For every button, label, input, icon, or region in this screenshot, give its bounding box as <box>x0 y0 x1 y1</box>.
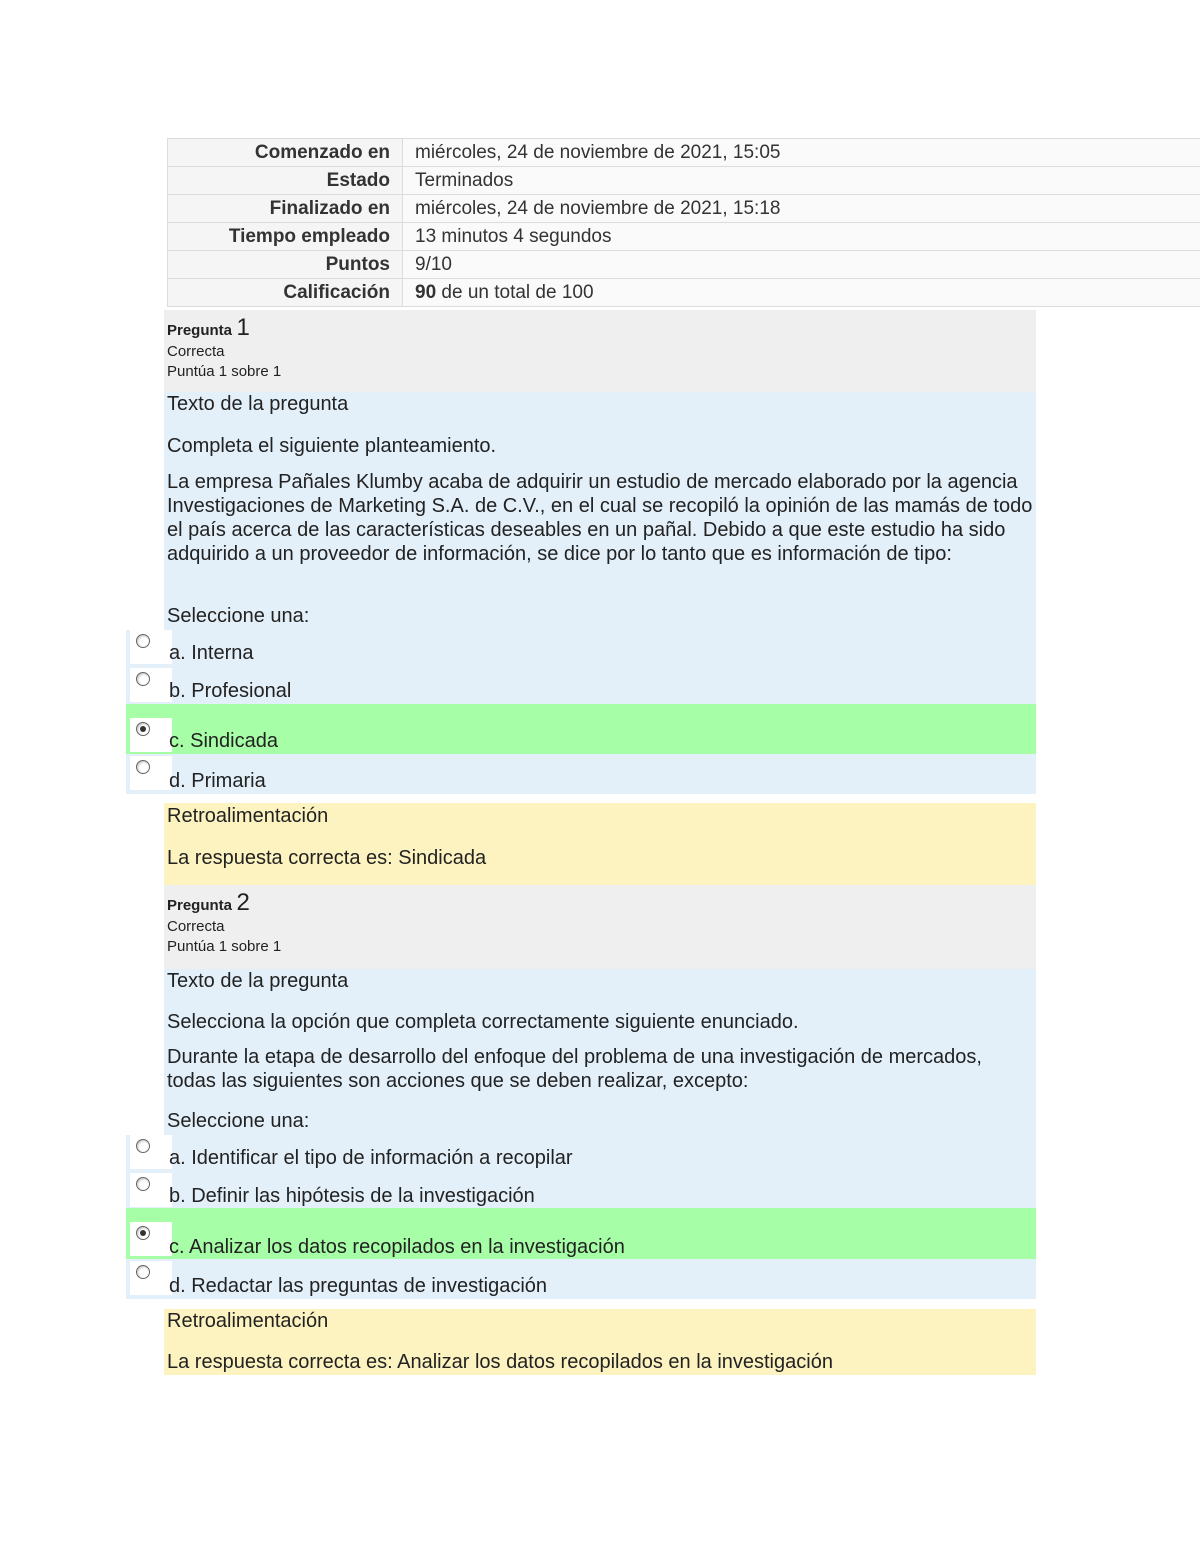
question-label: Pregunta <box>167 322 233 339</box>
question-stem: Durante la etapa de desarrollo del enfoque del problema de una investigación de mercados, todas las siguientes son acciones que se deben realizar, excepto: <box>167 1046 982 1092</box>
question-1-content <box>164 392 1036 630</box>
summary-row <box>168 195 1200 223</box>
select-prompt: Seleccione una: <box>167 605 310 627</box>
grade-value: 90 <box>415 281 437 303</box>
option-label: d. Redactar las preguntas de investigación <box>169 1275 548 1297</box>
option-label: a. Interna <box>169 642 254 664</box>
radio-container <box>130 756 172 790</box>
radio-container <box>130 630 172 664</box>
answer-option[interactable] <box>126 668 1036 704</box>
grade-total: de un total de 100 <box>436 281 594 303</box>
summary-label: Calificación <box>168 279 403 307</box>
answer-option[interactable] <box>126 1173 1036 1209</box>
question-2-feedback <box>164 1309 1036 1375</box>
question-2-info <box>164 885 1036 969</box>
question-status: Correcta <box>167 918 225 935</box>
option-label: c. Sindicada <box>169 730 278 752</box>
radio-unchecked-icon[interactable] <box>136 1139 150 1153</box>
question-2-options <box>126 1135 1036 1299</box>
radio-unchecked-icon[interactable] <box>136 1177 150 1191</box>
question-text-heading: Texto de la pregunta <box>167 970 349 992</box>
radio-checked-icon[interactable] <box>136 722 150 736</box>
question-instruction: Selecciona la opción que completa correctamente siguiente enunciado. <box>167 1011 799 1033</box>
question-number: 2 <box>236 889 250 916</box>
summary-row <box>168 223 1200 251</box>
radio-container <box>130 668 172 702</box>
option-label: b. Definir las hipótesis de la investigación <box>169 1185 535 1207</box>
answer-option[interactable] <box>126 1261 1036 1297</box>
question-score: Puntúa 1 sobre 1 <box>167 938 282 955</box>
question-text-heading: Texto de la pregunta <box>167 393 349 415</box>
question-instruction: Completa el siguiente planteamiento. <box>167 435 497 457</box>
summary-row <box>168 167 1200 195</box>
select-prompt: Seleccione una: <box>167 1110 310 1132</box>
summary-row <box>168 279 1200 307</box>
answer-option[interactable] <box>126 630 1036 666</box>
question-1-options <box>126 630 1036 794</box>
summary-label: Finalizado en <box>168 195 403 223</box>
question-number: 1 <box>236 314 250 341</box>
summary-label: Comenzado en <box>168 139 403 167</box>
summary-value: 13 minutos 4 segundos <box>403 223 1200 251</box>
feedback-heading: Retroalimentación <box>167 1310 329 1332</box>
summary-row <box>168 251 1200 279</box>
question-status: Correcta <box>167 343 225 360</box>
summary-value: Terminados <box>403 167 1200 195</box>
radio-checked-icon[interactable] <box>136 1226 150 1240</box>
radio-unchecked-icon[interactable] <box>136 1265 150 1279</box>
summary-value: miércoles, 24 de noviembre de 2021, 15:05 <box>403 139 1200 167</box>
attempt-summary-table <box>167 138 1200 307</box>
answer-option-selected[interactable] <box>126 1208 1036 1259</box>
feedback-text: La respuesta correcta es: Analizar los datos recopilados en la investigación <box>167 1351 833 1373</box>
radio-container <box>130 718 172 752</box>
radio-unchecked-icon[interactable] <box>136 634 150 648</box>
answer-option-selected[interactable] <box>126 704 1036 754</box>
radio-container <box>130 1261 172 1295</box>
answer-option[interactable] <box>126 756 1036 792</box>
option-label: a. Identificar el tipo de información a recopilar <box>169 1147 573 1169</box>
option-label: b. Profesional <box>169 680 292 702</box>
summary-value: miércoles, 24 de noviembre de 2021, 15:18 <box>403 195 1200 223</box>
question-2-content <box>164 969 1036 1135</box>
summary-label: Tiempo empleado <box>168 223 403 251</box>
radio-unchecked-icon[interactable] <box>136 760 150 774</box>
option-label: d. Primaria <box>169 770 266 792</box>
answer-option[interactable] <box>126 1135 1036 1171</box>
summary-row <box>168 139 1200 167</box>
question-score: Puntúa 1 sobre 1 <box>167 363 282 380</box>
summary-label: Puntos <box>168 251 403 279</box>
summary-value: 9/10 <box>403 251 1200 279</box>
feedback-text: La respuesta correcta es: Sindicada <box>167 847 487 869</box>
question-stem: La empresa Pañales Klumby acaba de adquirir un estudio de mercado elaborado por la agencia Investigaciones de Marketing S.A. de C.V., en el cual se recopiló la opinión de las mamás de todo el país acerca de las características deseables en un pañal. Debido a que este estudio ha sido adquirido a un proveedor de información, se dice por lo tanto que es información de tipo: <box>167 471 1033 565</box>
summary-grade <box>403 279 1200 307</box>
radio-container <box>130 1173 172 1207</box>
question-label: Pregunta <box>167 897 233 914</box>
option-label: c. Analizar los datos recopilados en la investigación <box>169 1236 625 1258</box>
radio-unchecked-icon[interactable] <box>136 672 150 686</box>
radio-container <box>130 1222 172 1256</box>
summary-label: Estado <box>168 167 403 195</box>
question-1-feedback <box>164 803 1036 885</box>
question-1-info <box>164 310 1036 392</box>
feedback-heading: Retroalimentación <box>167 805 329 827</box>
radio-container <box>130 1135 172 1169</box>
